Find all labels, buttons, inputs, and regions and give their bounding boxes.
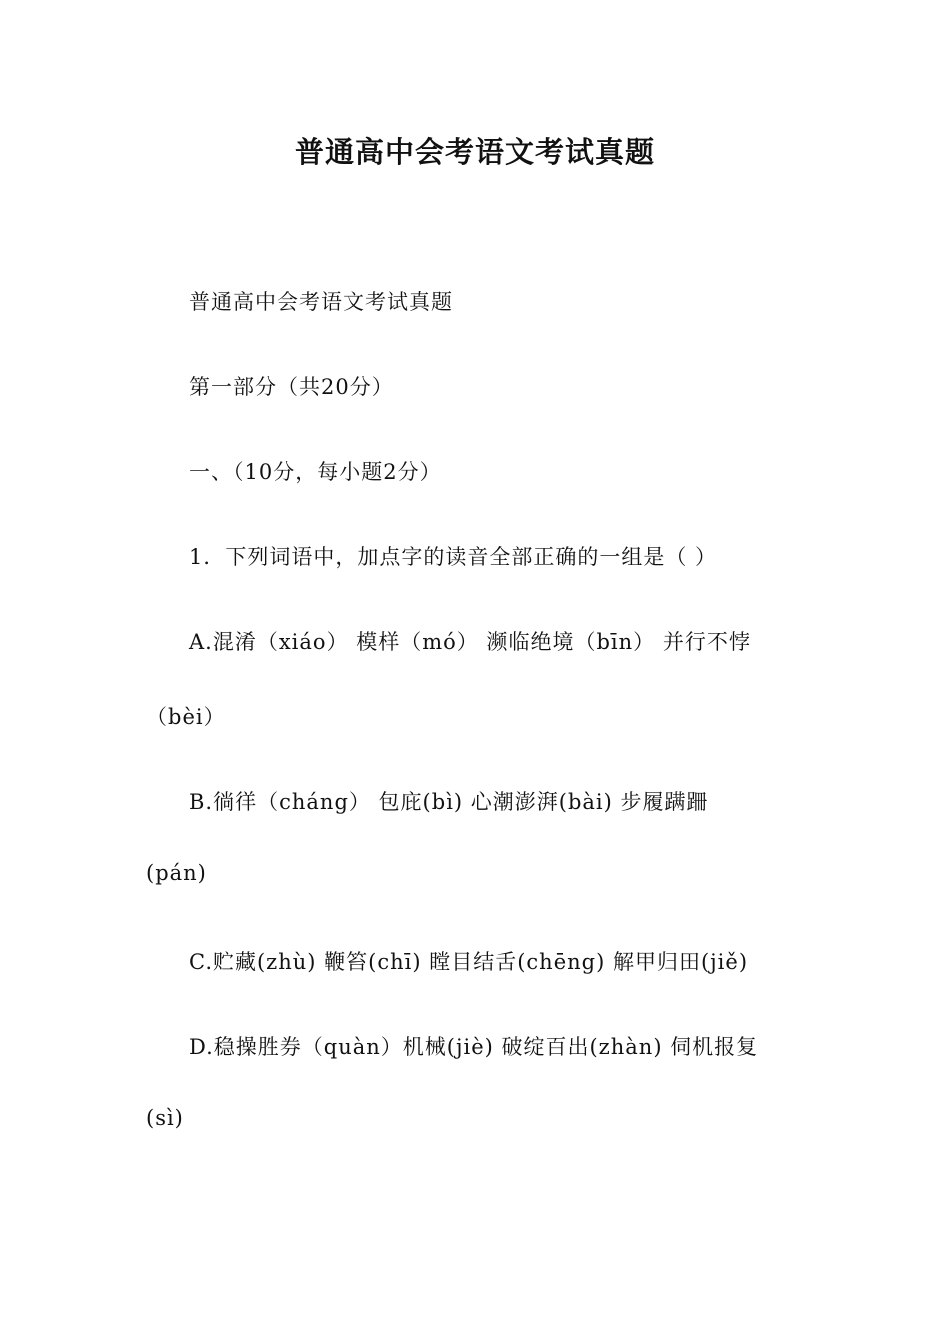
document-title: 普通高中会考语文考试真题 (294, 135, 655, 169)
paragraph-heading: 普通高中会考语文考试真题 (189, 290, 453, 314)
subsection-heading: 一、（10分，每小题2分） (189, 460, 442, 484)
option-a-continued: （bèi） (146, 705, 226, 729)
option-c: C.贮藏(zhù) 鞭笞(chī) 瞠目结舌(chēng) 解甲归田(jiě) (189, 950, 749, 974)
section-heading: 第一部分（共20分） (189, 375, 394, 399)
option-d: D.稳操胜券（quàn）机械(jiè) 破绽百出(zhàn) 伺机报复 (189, 1035, 759, 1059)
option-b: B.徜徉（cháng） 包庇(bì) 心潮澎湃(bài) 步履蹒跚 (189, 790, 709, 814)
question-1: 1．下列词语中，加点字的读音全部正确的一组是（ ） (189, 545, 718, 569)
option-b-continued: (pán) (146, 861, 207, 885)
option-d-continued: (sì) (146, 1106, 184, 1130)
option-a: A.混淆（xiáo） 模样（mó） 濒临绝境（bīn） 并行不悖 (189, 630, 751, 654)
